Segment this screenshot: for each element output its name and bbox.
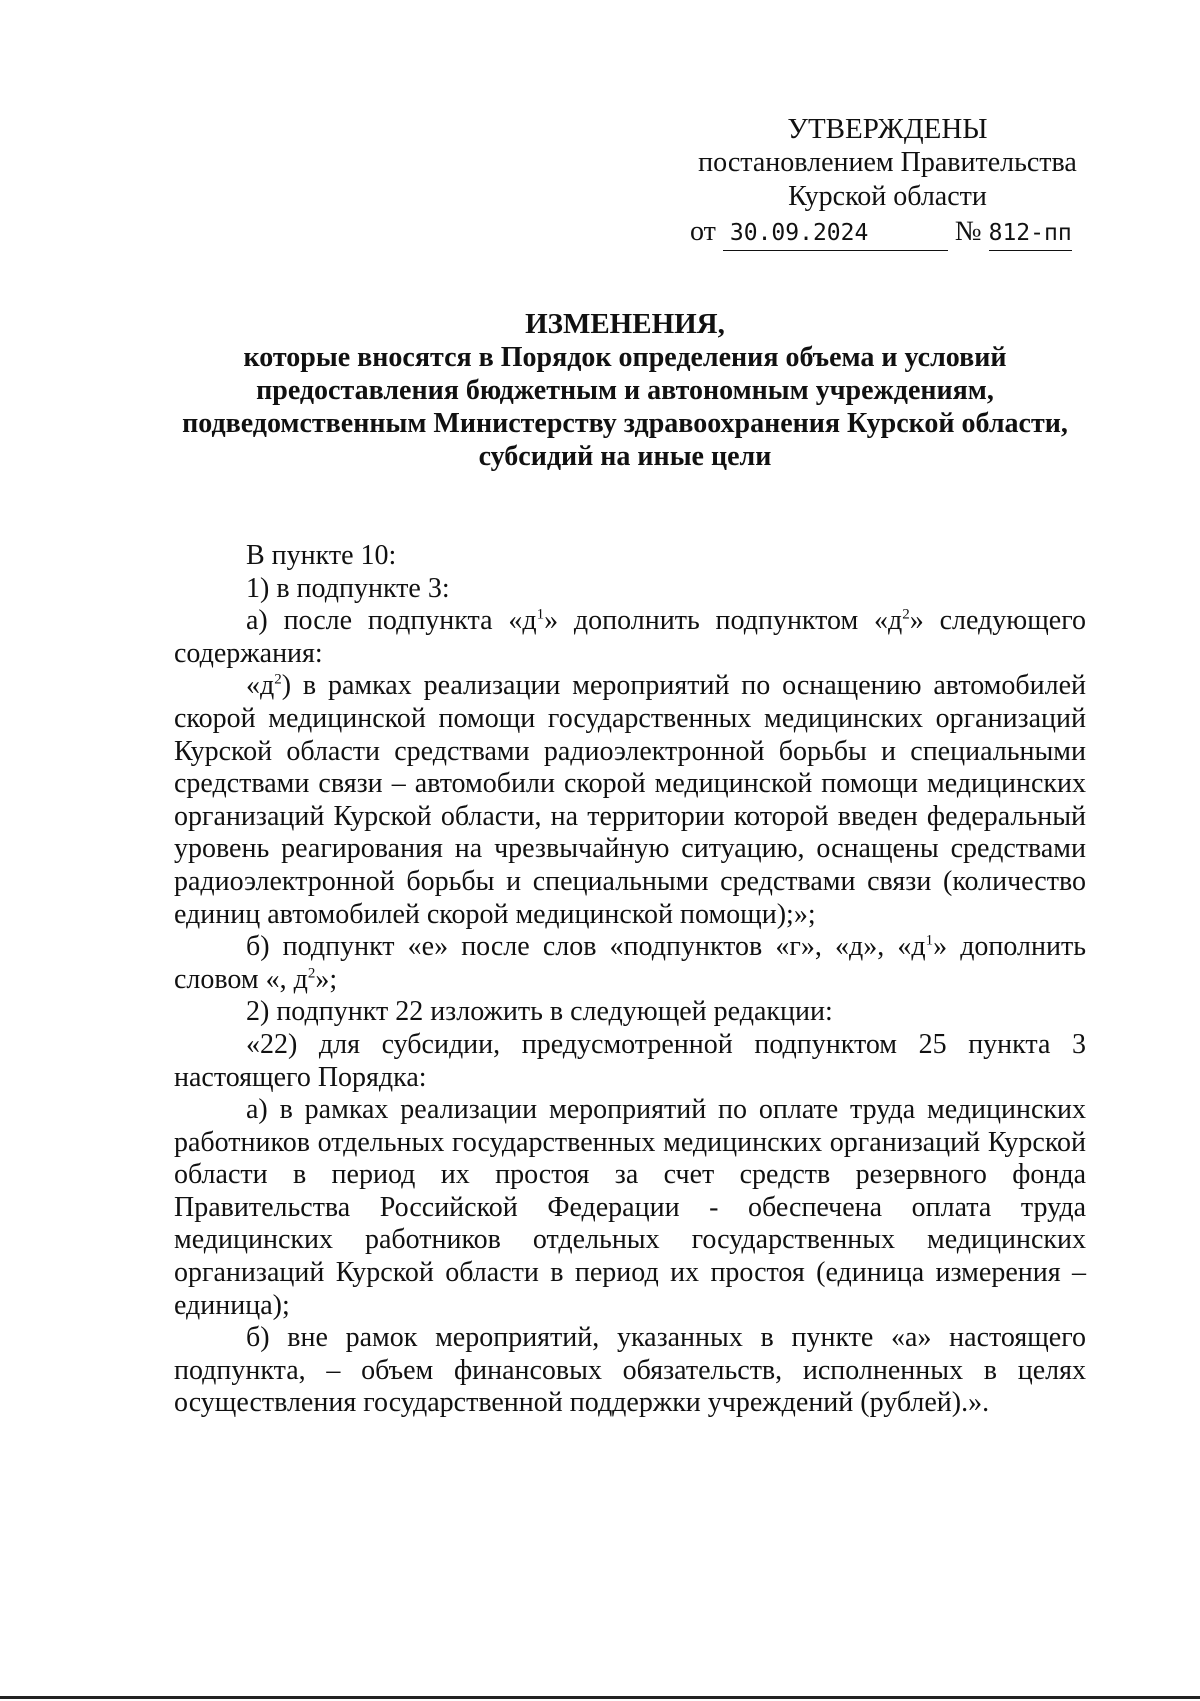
paragraph-b-text-3: »; bbox=[315, 963, 338, 995]
paragraph-subpoint-3: 1) в подпункте 3: bbox=[246, 572, 450, 604]
superscript-1: 1 bbox=[536, 606, 545, 623]
decree-number: 812-пп bbox=[988, 220, 1072, 246]
superscript-2: 2 bbox=[274, 672, 282, 689]
paragraph-22-a: а) в рамках реализации мероприятий по оплате труда медицинских работников отдельных государственных медицинских организаций Курской области в период их простоя за счет средств резервного фонда Правительства Российской Федерации - обеспечена оплата труда медицинских работников отдельных государственных медицинских организаций Курской области в период их простоя (единица измерения – единица); bbox=[174, 1094, 1086, 1321]
paragraph-a-addition bbox=[174, 605, 1086, 670]
document-subtitle-line-3: подведомственным Министерству здравоохранения Курской области, bbox=[182, 408, 1068, 439]
decree-date: 30.09.2024 bbox=[729, 220, 869, 246]
paragraph-d2-content bbox=[174, 670, 1086, 931]
document-body bbox=[174, 540, 1086, 1420]
decree-number-field bbox=[989, 215, 1072, 251]
paragraph-b-text-1: б) подпункт «е» после слов «подпунктов «г», «д», «д bbox=[246, 931, 926, 963]
paragraph-a-text-3: » следующего содержания: bbox=[174, 605, 1086, 669]
approval-title: УТВЕРЖДЕНЫ bbox=[787, 113, 988, 145]
approval-stamp bbox=[690, 112, 1085, 214]
paragraph-b-text-2: » дополнить словом «, д bbox=[174, 931, 1086, 995]
paragraph-22-b: б) вне рамок мероприятий, указанных в пункте «а» настоящего подпункта, – объем финансовых обязательств, исполненных в целях осуществления государственной поддержки учреждений (рублей).». bbox=[174, 1322, 1086, 1419]
paragraph-b-subpoint-e bbox=[174, 931, 1086, 996]
approval-issuer: постановлением Правительства bbox=[698, 147, 1077, 178]
decree-date-field bbox=[723, 215, 948, 251]
scan-bottom-edge bbox=[0, 1696, 1200, 1699]
paragraph-22-intro: «22) для субсидии, предусмотренной подпунктом 25 пункта 3 настоящего Порядка: bbox=[174, 1028, 1086, 1093]
document-subtitle-line-4: субсидий на иные цели bbox=[478, 441, 772, 472]
paragraph-subpoint-22: 2) подпункт 22 изложить в следующей редакции: bbox=[246, 996, 833, 1028]
superscript-2: 2 bbox=[307, 965, 316, 982]
paragraph-a-text-2: » дополнить подпунктом «д bbox=[544, 605, 903, 637]
decree-number-label: № bbox=[954, 216, 982, 247]
paragraph-d2-text-2: ) в рамках реализации мероприятий по оснащению автомобилей скорой медицинской помощи государственных медицинских организаций Курской области средствами радиоэлектронной борьбы и специальными средствами связи – автомобили скорой медицинской помощи медицинских организаций Курской области, на территории которой введен федеральный уровень реагирования на чрезвычайную ситуацию, оснащены средствами радиоэлектронной борьбы и специальными средствами связи (количество единиц автомобилей скорой медицинской помощи);»; bbox=[174, 670, 1086, 930]
document-subtitle-line-2: предоставления бюджетным и автономным учреждениям, bbox=[256, 375, 994, 406]
paragraph-point-10: В пункте 10: bbox=[246, 540, 397, 571]
decree-reference bbox=[690, 215, 1085, 251]
paragraph-d2-text-1: «д bbox=[246, 670, 275, 702]
document-subtitle-line-1: которые вносятся в Порядок определения объема и условий bbox=[243, 342, 1007, 373]
paragraph-a-text-1: а) после подпункта «д bbox=[246, 605, 537, 637]
superscript-1: 1 bbox=[925, 932, 934, 949]
superscript-2: 2 bbox=[902, 606, 910, 623]
document-title: ИЗМЕНЕНИЯ, bbox=[525, 308, 725, 340]
decree-from-label: от bbox=[690, 216, 716, 247]
approval-region: Курской области bbox=[788, 181, 987, 212]
document-heading bbox=[150, 308, 1100, 473]
